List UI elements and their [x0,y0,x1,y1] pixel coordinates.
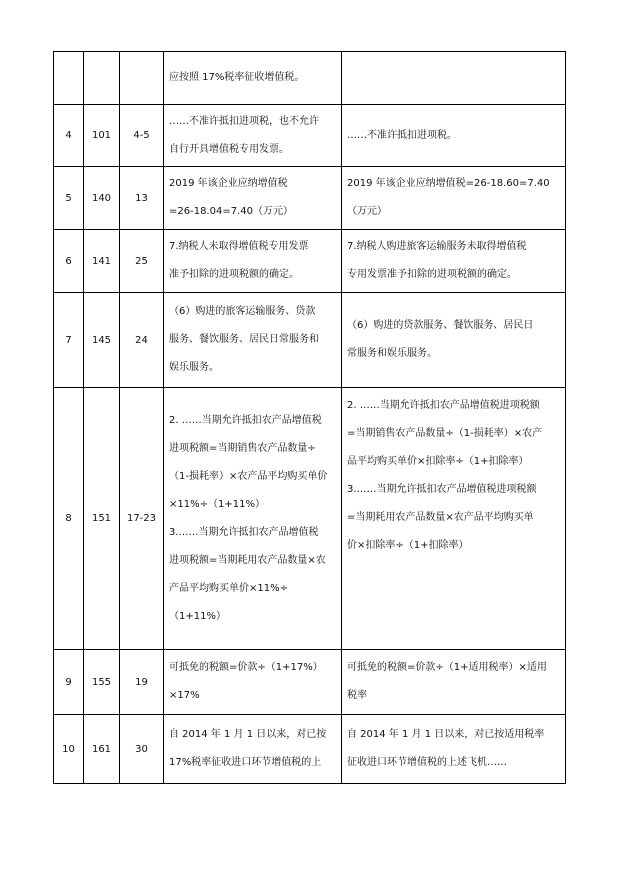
table-row [54,52,566,105]
original-text: 可抵免的税额=价款÷（1+17%） ×17% [164,650,342,715]
page-number: 145 [84,293,120,388]
page-number: 101 [84,105,120,167]
original-text: 应按照 17%税率征收增值税。 [164,52,342,105]
original-text: 2. ……当期允许抵扣农产品增值税 进项税额=当期销售农产品数量÷ （1-损耗率）×农产品平均购买单价 ×11%÷（1+11%） 3.……当期允许抵扣农产品增值税 进项税额=当期耗用农产品数量×农 产品平均购买单价×11%÷ （1+11%） [164,388,342,650]
line-number: 24 [120,293,164,388]
line-number: 17-23 [120,388,164,650]
original-text: （6）购进的旅客运输服务、贷款 服务、餐饮服务、居民日常服务和 娱乐服务。 [164,293,342,388]
line-number [120,52,164,105]
corrected-text [342,52,566,105]
table-row [54,105,566,167]
row-number: 5 [54,167,84,230]
page-number: 155 [84,650,120,715]
table-row [54,388,566,650]
line-number: 13 [120,167,164,230]
line-number: 19 [120,650,164,715]
page-number: 140 [84,167,120,230]
errata-table [53,51,566,784]
page-number: 161 [84,715,120,784]
corrected-text: 2. ……当期允许抵扣农产品增值税进项税额 =当期销售农产品数量÷（1-损耗率）×农产 品平均购买单价×扣除率÷（1+扣除率） 3.……当期允许抵扣农产品增值税进项税额 =当期耗用农产品数量×农产品平均购买单 价×扣除率÷（1+扣除率） [342,388,566,650]
corrected-text: ……不准许抵扣进项税。 [342,105,566,167]
table-row [54,167,566,230]
table-row [54,715,566,784]
corrected-text: 7.纳税人购进旅客运输服务未取得增值税 专用发票准予扣除的进项税额的确定。 [342,230,566,293]
corrected-text: （6）购进的贷款服务、餐饮服务、居民日 常服务和娱乐服务。 [342,293,566,388]
original-text: 2019 年该企业应纳增值税 =26-18.04=7.40（万元） [164,167,342,230]
table-row [54,650,566,715]
corrected-text: 自 2014 年 1 月 1 日以来，对已按适用税率 征收进口环节增值税的上述飞机…… [342,715,566,784]
page-number [84,52,120,105]
original-text: ……不准许抵扣进项税，也不允许 自行开具增值税专用发票。 [164,105,342,167]
table-row [54,293,566,388]
corrected-text: 可抵免的税额=价款÷（1+适用税率）×适用 税率 [342,650,566,715]
table-row [54,230,566,293]
row-number [54,52,84,105]
line-number: 4-5 [120,105,164,167]
row-number: 4 [54,105,84,167]
row-number: 8 [54,388,84,650]
row-number: 7 [54,293,84,388]
row-number: 10 [54,715,84,784]
page-number: 151 [84,388,120,650]
original-text: 7.纳税人未取得增值税专用发票 准予扣除的进项税额的确定。 [164,230,342,293]
line-number: 25 [120,230,164,293]
line-number: 30 [120,715,164,784]
corrected-text: 2019 年该企业应纳增值税=26-18.60=7.40 （万元） [342,167,566,230]
original-text: 自 2014 年 1 月 1 日以来，对已按 17%税率征收进口环节增值税的上 [164,715,342,784]
row-number: 6 [54,230,84,293]
page-number: 141 [84,230,120,293]
row-number: 9 [54,650,84,715]
